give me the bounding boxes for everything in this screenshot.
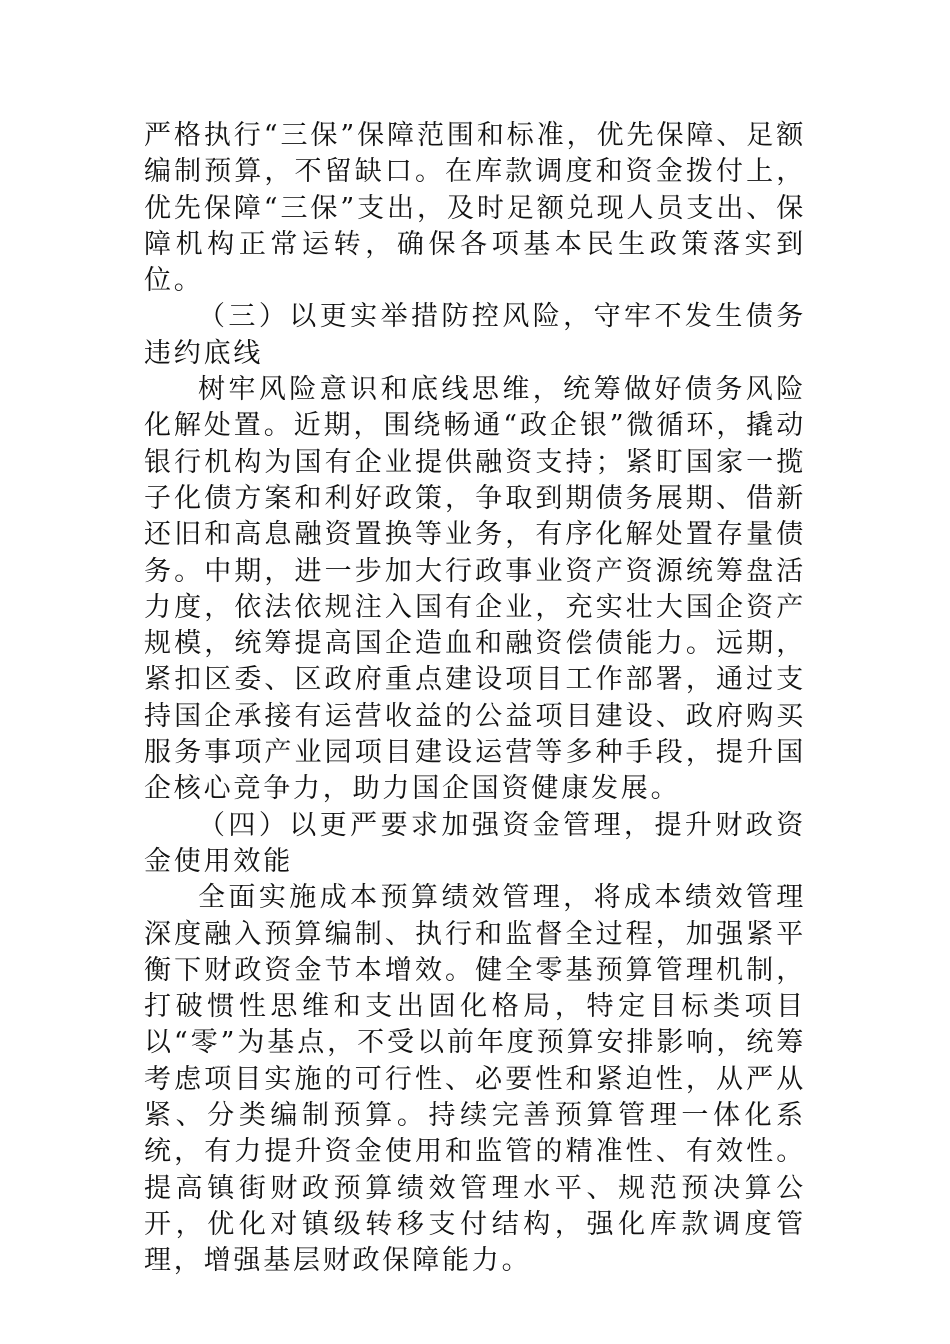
paragraph-continuation: 严格执行“三保”保障范围和标准，优先保障、足额编制预算，不留缺口。在库款调度和资金拨付上，优先保障“三保”支出，及时足额兑现人员支出、保障机构正常运转，确保各项基本民生政策落实到位。	[144, 120, 806, 297]
paragraph-fund-management: 全面实施成本预算绩效管理，将成本绩效管理深度融入预算编制、执行和监督全过程，加强紧平衡下财政资金节本增效。健全零基预算管理机制，打破惯性思维和支出固化格局，特定目标类项目以“零”为基点，不受以前年度预算安排影响，统筹考虑项目实施的可行性、必要性和紧迫性，从严从紧、分类编制预算。持续完善预算管理一体化系统，有力提升资金使用和监管的精准性、有效性。提高镇街财政预算绩效管理水平、规范预决算公开，优化对镇级转移支付结构，强化库款调度管理，增强基层财政保障能力。	[144, 882, 806, 1277]
paragraph-debt-risk: 树牢风险意识和底线思维，统筹做好债务风险化解处置。近期，围绕畅通“政企银”微循环，撬动银行机构为国有企业提供融资支持；紧盯国家一揽子化债方案和利好政策，争取到期债务展期、借新还旧和高息融资置换等业务，有序化解处置存量债务。中期，进一步加大行政事业资产资源统筹盘活力度，依法依规注入国有企业，充实壮大国企资产规模，统筹提高国企造血和融资偿债能力。远期，紧扣区委、区政府重点建设项目工作部署，通过支持国企承接有运营收益的公益项目建设、政府购买服务事项产业园项目建设运营等多种手段，提升国企核心竞争力，助力国企国资健康发展。	[144, 374, 806, 805]
document-body	[144, 118, 806, 1280]
section-heading-4: （四）以更严要求加强资金管理，提升财政资金使用效能	[144, 809, 806, 877]
section-heading-3: （三）以更实举措防控风险，守牢不发生债务违约底线	[144, 301, 806, 369]
